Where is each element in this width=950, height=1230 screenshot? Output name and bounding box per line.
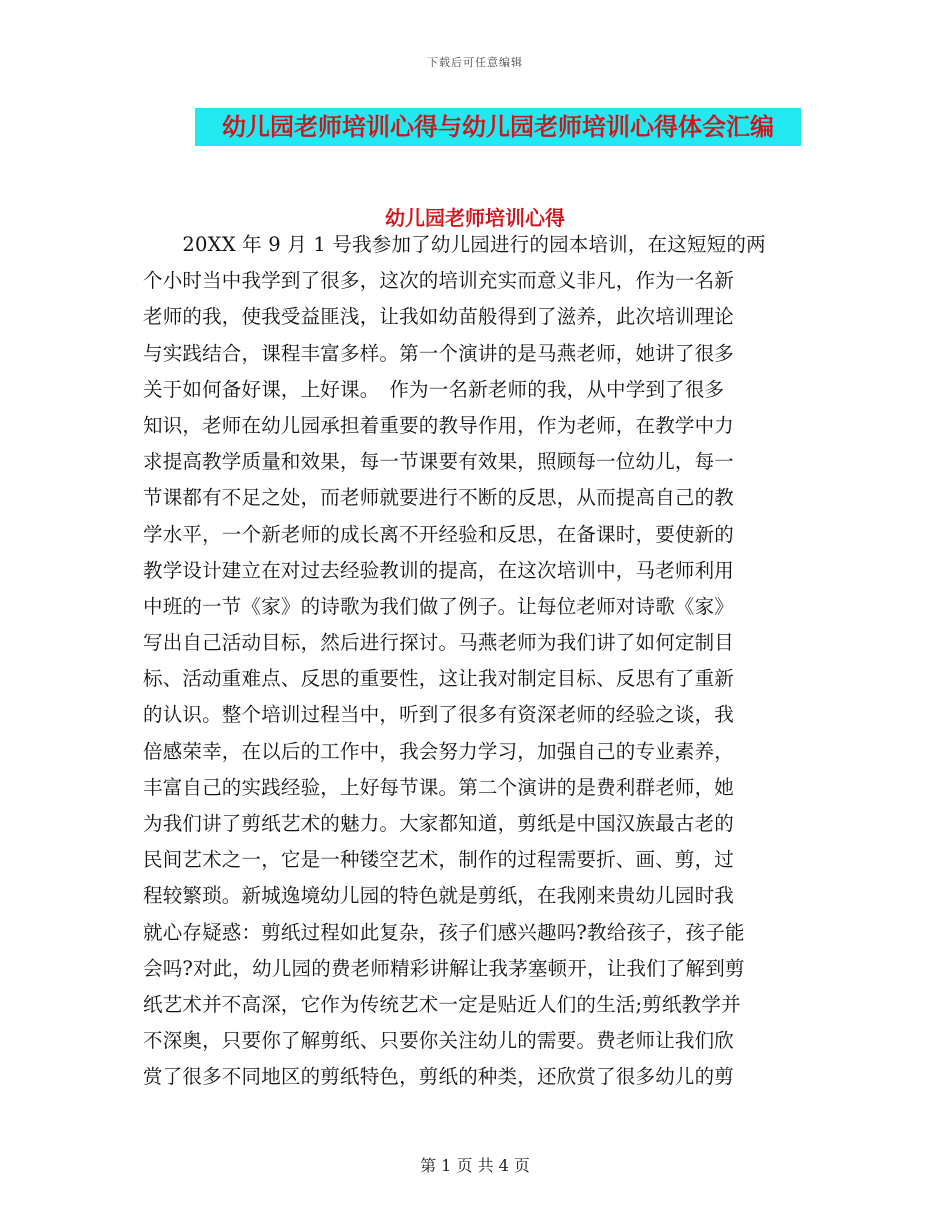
header-note: 下载后可任意编辑 [427,56,523,69]
body-line: 倍感荣幸，在以后的工作中，我会努力学习，加强自己的专业素养， [143,739,735,763]
page-number-footer: 第 1 页 共 4 页 [420,1156,530,1175]
body-line: 教学设计建立在对过去经验教训的提高，在这次培训中，马老师利用 [143,558,735,582]
body-line: 丰富自己的实践经验，上好每节课。第二个演讲的是费利群老师，她 [143,775,735,799]
body-line: 写出自己活动目标，然后进行探讨。马燕老师为我们讲了如何定制目 [143,631,735,655]
body-line: 不深奥，只要你了解剪纸、只要你关注幼儿的需要。费老师让我们欣 [143,1029,735,1053]
body-line: 20XX 年 9 月 1 号我参加了幼儿园进行的园本培训，在这短短的两 [143,233,766,256]
body-line: 学水平，一个新老师的成长离不开经验和反思，在备课时，要使新的 [143,522,735,546]
body-line: 个小时当中我学到了很多，这次的培训充实而意义非凡，作为一名新 [143,269,735,293]
body-line: 关于如何备好课，上好课。 作为一名新老师的我，从中学到了很多 [143,377,725,401]
section-title: 幼儿园老师培训心得 [385,206,565,230]
document-title-highlight [195,108,801,146]
body-line: 纸艺术并不高深，它作为传统艺术一定是贴近人们的生活;剪纸教学并 [143,992,741,1016]
body-line: 求提高教学质量和效果，每一节课要有效果，照顾每一位幼儿，每一 [143,450,735,474]
body-line: 为我们讲了剪纸艺术的魅力。大家都知道，剪纸是中国汉族最古老的 [143,812,735,835]
body-line: 赏了很多不同地区的剪纸特色，剪纸的种类，还欣赏了很多幼儿的剪 [143,1065,735,1089]
body-line: 节课都有不足之处，而老师就要进行不断的反思，从而提高自己的教 [143,486,735,510]
body-line: 的认识。整个培训过程当中，听到了很多有资深老师的经验之谈，我 [143,703,735,727]
body-line: 民间艺术之一，它是一种镂空艺术，制作的过程需要折、画、剪，过 [143,848,735,872]
body-line: 标、活动重难点、反思的重要性，这让我对制定目标、反思有了重新 [143,667,735,691]
body-line: 老师的我，使我受益匪浅，让我如幼苗般得到了滋养，此次培训理论 [143,305,735,329]
body-line: 就心存疑惑：剪纸过程如此复杂，孩子们感兴趣吗?教给孩子，孩子能 [143,920,745,944]
body-text [143,227,795,1096]
body-line: 会吗?对此，幼儿园的费老师精彩讲解让我茅塞顿开，让我们了解到剪 [143,956,745,980]
body-line: 与实践结合，课程丰富多样。第一个演讲的是马燕老师，她讲了很多 [143,341,735,365]
body-line: 程较繁琐。新城逸境幼儿园的特色就是剪纸，在我刚来贵幼儿园时我 [143,884,735,908]
body-line: 知识，老师在幼儿园承担着重要的教导作用，作为老师，在教学中力 [143,413,735,437]
document-title: 幼儿园老师培训心得与幼儿园老师培训心得体会汇编 [222,113,774,141]
body-line: 中班的一节《家》的诗歌为我们做了例子。让每位老师对诗歌《家》 [143,594,735,618]
